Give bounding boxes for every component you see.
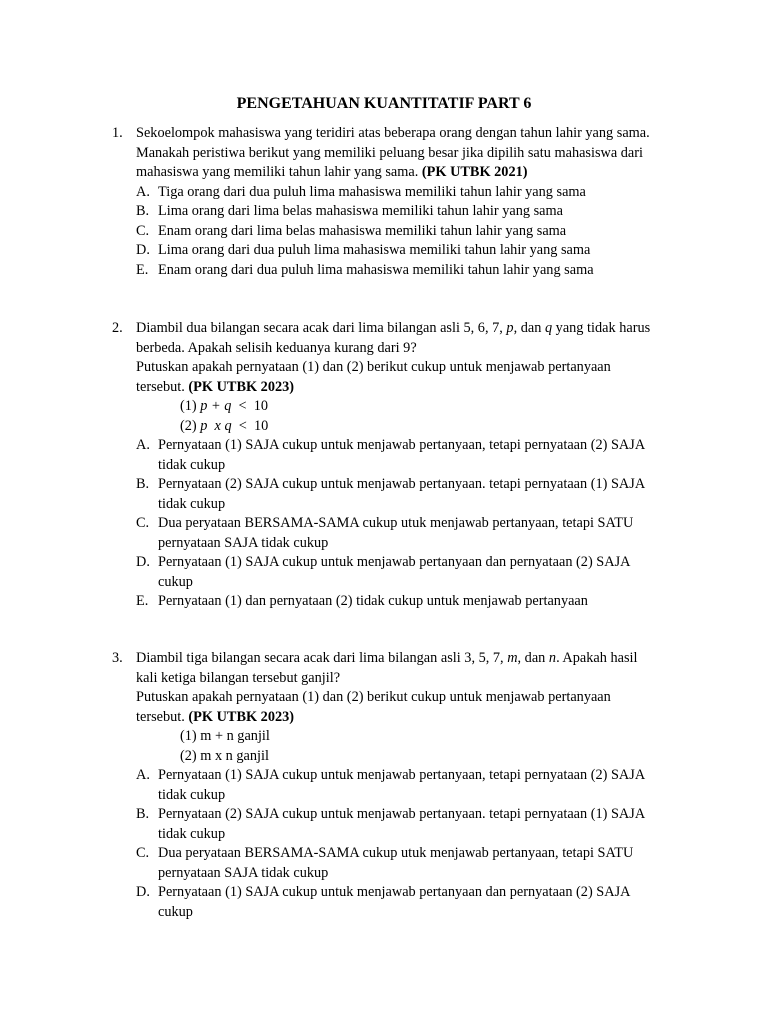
question-stem-line: kali ketiga bilangan tersebut ganjil? [136,669,341,686]
statement-number: (2) [180,417,201,434]
question-number: 3. [112,650,123,666]
option-text: Pernyataan (1) SAJA cukup untuk menjawab pertanyaan dan pernyataan (2) SAJA [158,884,631,900]
option-letter: C. [136,845,150,861]
instruction-line [136,378,696,398]
option-c[interactable] [136,222,696,242]
option-d[interactable] [136,883,696,922]
question-number: 2. [112,320,123,336]
statement-expression: p + q [200,398,232,414]
option-e[interactable] [136,261,696,281]
option-a[interactable] [136,766,696,805]
variable-n: n [548,650,557,666]
question-stem-line: Manakah peristiwa berikut yang memiliki peluang besar jika dipilih satu mahasiswa dari [136,144,644,161]
instruction-text: tersebut. [136,708,189,725]
instruction-line [136,708,696,728]
option-text: pernyataan SAJA tidak cukup [158,864,329,881]
option-text: Enam orang dari lima belas mahasiswa memiliki tahun lahir yang sama [158,222,567,239]
statement-number: (1) [180,398,201,414]
option-letter: A. [136,183,150,200]
question-stem-text: . Apakah hasil [556,650,638,666]
option-text: tidak cukup [158,495,226,512]
option-text: Pernyataan (2) SAJA cukup untuk menjawab pertanyaan. tetapi pernyataan (1) SAJA [158,806,646,822]
statement-2: (2) m x n ganjil [180,747,269,764]
option-text: Pernyataan (1) SAJA cukup untuk menjawab pertanyaan dan pernyataan (2) SAJA [158,554,631,570]
statement-inequality: < 10 [231,417,269,434]
question-body [136,319,696,612]
option-letter: D. [136,554,150,570]
statement-2 [136,417,696,437]
option-e[interactable] [136,592,696,612]
option-list [136,766,696,922]
option-list [136,436,696,612]
option-letter: C. [136,222,150,239]
option-text: tidak cukup [158,786,226,803]
option-a[interactable] [136,436,696,475]
question-source: (PK UTBK 2023) [188,708,295,725]
statement-inequality: < 10 [231,398,269,414]
option-text: tidak cukup [158,456,226,473]
option-c[interactable] [136,514,696,553]
option-text: Dua peryataan BERSAMA-SAMA cukup utuk menjawab pertanyaan, tetapi SATU [158,515,634,531]
statement-1: (1) m + n ganjil [180,728,270,744]
statement-1 [136,397,696,417]
question-stem-line: berbeda. Apakah selisih keduanya kurang dari 9? [136,339,417,356]
question-stem-line [136,649,696,669]
option-letter: E. [136,593,149,609]
option-letter: A. [136,437,150,453]
question-stem-text: yang tidak harus [552,320,651,336]
option-d[interactable] [136,553,696,592]
question-body [136,649,696,922]
option-text: Enam orang dari dua puluh lima mahasiswa memiliki tahun lahir yang sama [158,261,594,278]
instruction-line: Putuskan apakah pernyataan (1) dan (2) berikut cukup untuk menjawab pertanyaan [136,689,611,705]
option-letter: B. [136,476,150,492]
option-letter: A. [136,767,150,783]
question-stem-line [136,319,696,339]
option-letter: B. [136,203,150,219]
option-b[interactable] [136,475,696,514]
instruction-line: Putuskan apakah pernyataan (1) dan (2) berikut cukup untuk menjawab pertanyaan [136,359,611,375]
option-text: cukup [158,903,193,920]
option-c[interactable] [136,844,696,883]
option-text: tidak cukup [158,825,226,842]
option-d[interactable] [136,241,696,261]
option-text: Pernyataan (1) SAJA cukup untuk menjawab pertanyaan, tetapi pernyataan (2) SAJA [158,437,646,453]
option-b[interactable] [136,805,696,844]
option-letter: E. [136,261,149,278]
variable-p: p [506,320,514,336]
question-body [136,124,696,280]
option-text: Dua peryataan BERSAMA-SAMA cukup utuk menjawab pertanyaan, tetapi SATU [158,845,634,861]
question-stem-text: mahasiswa yang memiliki tahun lahir yang sama. [136,164,422,180]
question-source: (PK UTBK 2023) [188,378,295,395]
question-stem-text: Diambil tiga bilangan secara acak dari lima bilangan asli 3, 5, 7, [136,650,508,666]
option-list [136,183,696,281]
option-b[interactable] [136,202,696,222]
option-letter: D. [136,884,150,900]
question-stem-text: , dan [517,650,549,666]
page-title: PENGETAHUAN KUANTITATIF PART 6 [236,95,532,112]
option-letter: D. [136,242,150,258]
option-letter: C. [136,515,150,531]
question-stem-text: , dan [513,320,545,336]
option-text: pernyataan SAJA tidak cukup [158,534,329,551]
option-text: Lima orang dari lima belas mahasiswa memiliki tahun lahir yang sama [158,203,563,219]
question-number: 1. [112,125,123,141]
option-text: Pernyataan (1) dan pernyataan (2) tidak cukup untuk menjawab pertanyaan [158,593,588,609]
question-stem-text: Diambil dua bilangan secara acak dari lima bilangan asli 5, 6, 7, [136,320,507,336]
option-a[interactable] [136,183,696,203]
variable-q: q [544,320,553,336]
statement-expression: p x q [200,417,232,434]
question-source: (PK UTBK 2021) [421,164,528,180]
question-stem-line: Sekoelompok mahasiswa yang teridiri atas beberapa orang dengan tahun lahir yang sama. [136,125,650,141]
option-text: Lima orang dari dua puluh lima mahasiswa memiliki tahun lahir yang sama [158,242,591,258]
option-text: Pernyataan (2) SAJA cukup untuk menjawab pertanyaan. tetapi pernyataan (1) SAJA [158,476,646,492]
option-text: cukup [158,573,193,590]
option-letter: B. [136,806,150,822]
option-text: Tiga orang dari dua puluh lima mahasiswa memiliki tahun lahir yang sama [158,183,586,200]
instruction-text: tersebut. [136,378,189,395]
variable-m: m [507,650,518,666]
option-text: Pernyataan (1) SAJA cukup untuk menjawab pertanyaan, tetapi pernyataan (2) SAJA [158,767,646,783]
question-stem-line [136,163,696,183]
